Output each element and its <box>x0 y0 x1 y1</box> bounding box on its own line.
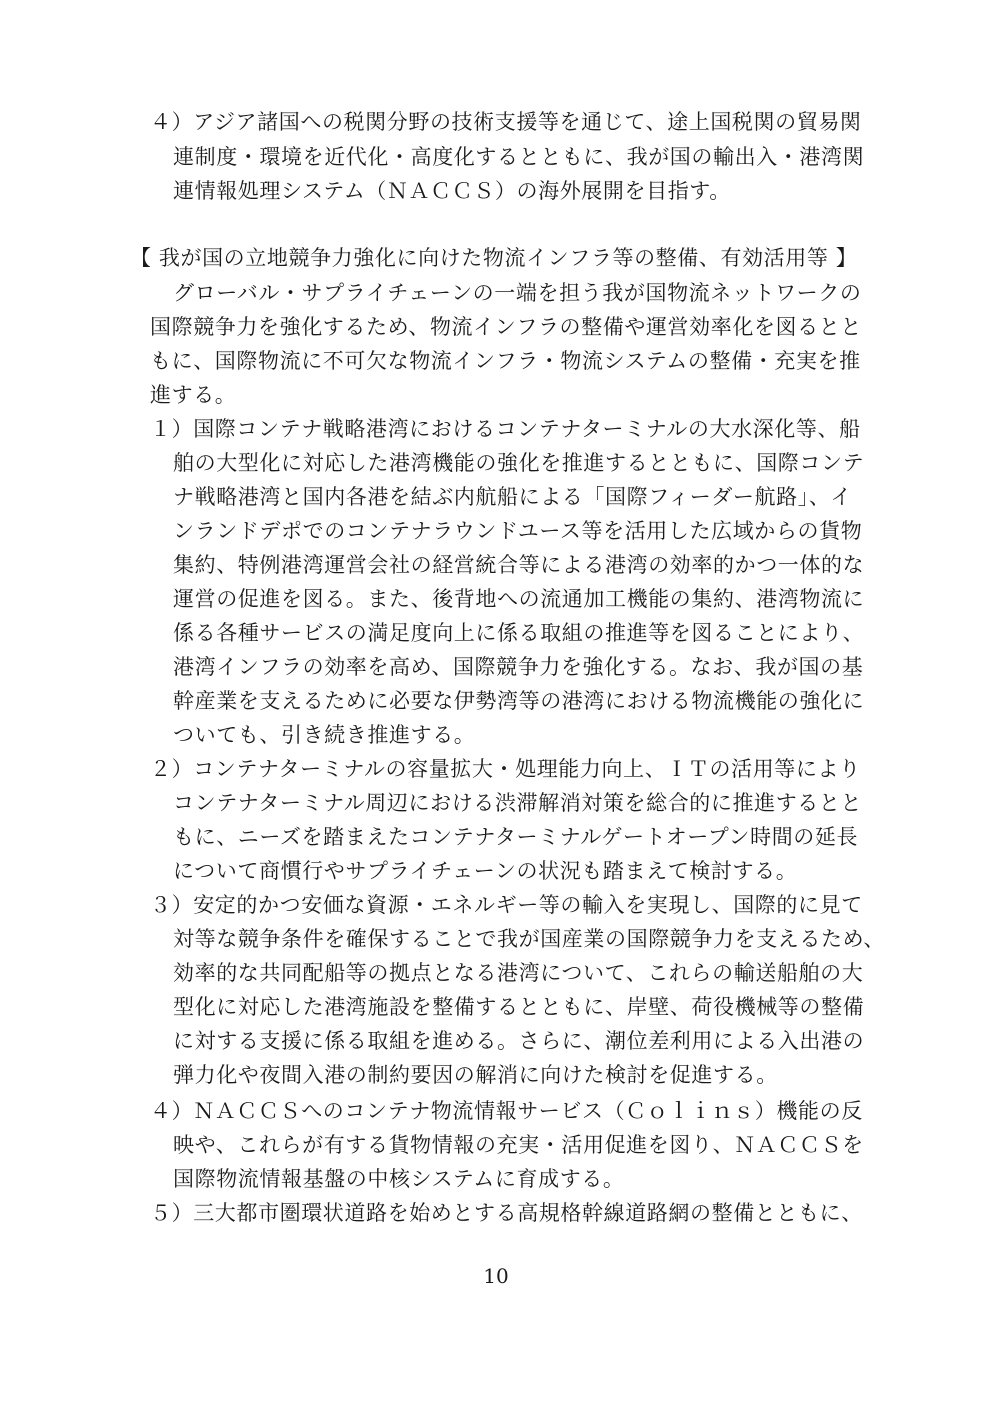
text-line: 幹産業を支えるために必要な伊勢湾等の港湾における物流機能の強化に <box>173 689 865 713</box>
text-line: ついても、引き続き推進する。 <box>173 723 476 747</box>
page-number: 10 <box>483 1264 509 1288</box>
text-line: １）国際コンテナ戦略港湾におけるコンテナターミナルの大水深化等、船 <box>150 417 861 441</box>
text-line: に対する支援に係る取組を進める。さらに、潮位差利用による入出港の <box>173 1029 865 1053</box>
text-line: 対等な競争条件を確保することで我が国産業の国際競争力を支えるため、 <box>173 927 885 951</box>
text-line: 型化に対応した港湾施設を整備するとともに、岸壁、荷役機械等の整備 <box>173 995 865 1019</box>
text-line: もに、国際物流に不可欠な物流インフラ・物流システムの整備・充実を推 <box>150 349 861 373</box>
text-line: 効率的な共同配船等の拠点となる港湾について、これらの輸送船舶の大 <box>173 961 864 985</box>
text-line: 進する。 <box>150 383 237 407</box>
text-line: ４）アジア諸国への税関分野の技術支援等を通じて、途上国税関の貿易関 <box>150 110 862 134</box>
text-line: 連情報処理システム（ＮＡＣＣＳ）の海外展開を目指す。 <box>173 179 731 203</box>
text-line: コンテナターミナル周辺における渋滞解消対策を総合的に推進するとと <box>173 791 863 815</box>
text-line: 港湾インフラの効率を高め、国際競争力を強化する。なお、我が国の基 <box>173 655 864 679</box>
text-line: 係る各種サービスの満足度向上に係る取組の推進等を図ることにより、 <box>173 621 865 645</box>
text-line: 連制度・環境を近代化・高度化するとともに、我が国の輸出入・港湾関 <box>173 145 865 169</box>
text-line: 舶の大型化に対応した港湾機能の強化を推進するとともに、国際コンテ <box>173 451 865 475</box>
text-line: 弾力化や夜間入港の制約要因の解消に向けた検討を促進する。 <box>173 1063 778 1087</box>
text-line: ンランドデポでのコンテナラウンドユース等を活用した広域からの貨物 <box>173 519 863 543</box>
text-line: 国際物流情報基盤の中核システムに育成する。 <box>173 1167 625 1191</box>
text-line: ４）ＮＡＣＣＳへのコンテナ物流情報サービス（Ｃｏｌｉｎｓ）機能の反 <box>150 1099 863 1123</box>
text-line: について商慣行やサプライチェーンの状況も踏まえて検討する。 <box>173 859 798 883</box>
text-line: ５）三大都市圏環状道路を始めとする高規格幹線道路網の整備とともに、 <box>150 1201 863 1225</box>
text-line: ナ戦略港湾と国内各港を結ぶ内航船による「国際フィーダー航路」、イ <box>173 485 853 509</box>
text-line: 運営の促進を図る。また、後背地への流通加工機能の集約、港湾物流に <box>173 587 865 611</box>
text-line: ２）コンテナターミナルの容量拡大・処理能力向上、ＩＴの活用等により <box>150 757 861 781</box>
text-line: 映や、これらが有する貨物情報の充実・活用促進を図り、ＮＡＣＣＳを <box>173 1133 864 1157</box>
text-line: ３）安定的かつ安価な資源・エネルギー等の輸入を実現し、国際的に見て <box>150 893 863 917</box>
section-heading: 【 我が国の立地競争力強化に向けた物流インフラ等の整備、有効活用等 】 <box>130 246 858 270</box>
text-line: 国際競争力を強化するため、物流インフラの整備や運営効率化を図るとと <box>150 315 862 339</box>
text-line: グローバル・サプライチェーンの一端を担う我が国物流ネットワークの <box>173 281 862 305</box>
text-line: もに、ニーズを踏まえたコンテナターミナルゲートオープン時間の延長 <box>173 825 859 849</box>
text-line: 集約、特例港湾運営会社の経営統合等による港湾の効率的かつ一体的な <box>173 553 865 577</box>
